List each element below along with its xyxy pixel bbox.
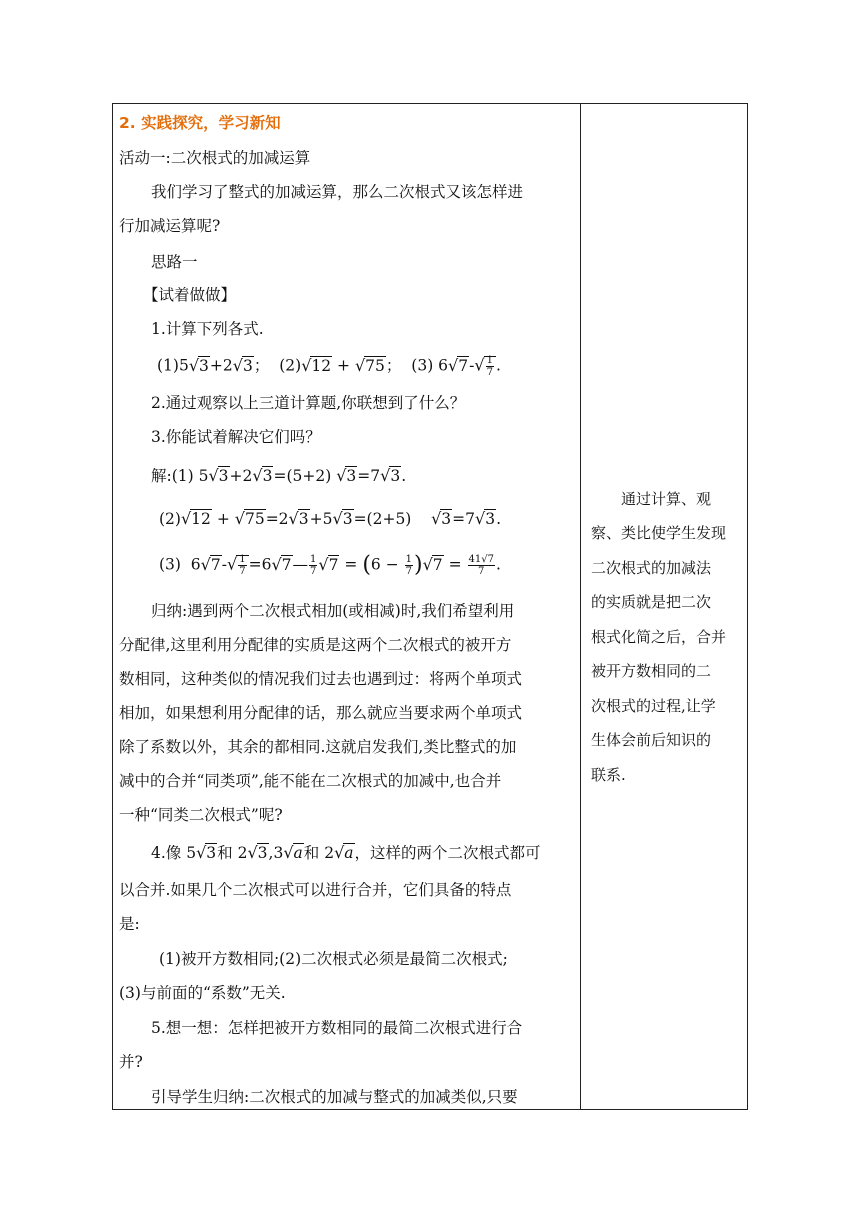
question-5-line-2: 并? — [119, 1053, 143, 1071]
numerator: 1 — [239, 554, 246, 565]
text: + — [332, 356, 355, 375]
summary-line-1: 归纳:遇到两个二次根式相加(或相减)时,我们希望利用 — [151, 602, 515, 620]
text: +2 — [209, 356, 233, 375]
lesson-table — [112, 103, 748, 1110]
question-1: 1.计算下列各式. — [151, 320, 264, 338]
question-3: 3.你能试着解决它们吗？ — [151, 428, 321, 446]
text: 和 2 — [303, 844, 335, 862]
radical: √75 — [354, 355, 385, 375]
radical: √3 — [252, 466, 273, 485]
summary-line-5: 除了系数以外，其余的都相同.这就启发我们,类比整式的加 — [119, 738, 517, 756]
radical: √3 — [208, 466, 229, 485]
text: (2) — [279, 356, 302, 375]
intro-line-2: 行加减运算呢? — [119, 217, 221, 235]
text: 和 2 — [217, 844, 248, 862]
denominator: 7 — [239, 566, 246, 577]
denominator: 7 — [486, 367, 493, 378]
note-line-7: 次根式的过程,让学 — [591, 697, 716, 715]
radical: √a — [334, 843, 354, 862]
radicand: 3 — [242, 356, 253, 375]
radicand: 12 — [311, 356, 332, 375]
radical: √3 — [431, 509, 452, 528]
radicand: 3 — [218, 467, 229, 485]
radical: √12 — [180, 509, 211, 528]
note-line-1: 通过计算、观 — [621, 490, 712, 508]
text: =(5+2) — [273, 467, 337, 485]
text: 4.像 5 — [151, 844, 197, 862]
radicand: 75 — [365, 356, 385, 375]
radicand: 7 — [328, 555, 339, 574]
radicand: 3 — [298, 510, 309, 528]
radicand: 7 — [432, 555, 443, 574]
radical: √3 — [188, 355, 209, 375]
solution-1 — [151, 466, 406, 486]
note-column — [581, 104, 748, 1109]
note-line-6: 被开方数相同的二 — [591, 662, 712, 680]
fraction — [309, 554, 317, 577]
text: 6 − — [370, 555, 404, 574]
text: ，这样的两个二次根式都可 — [354, 844, 541, 862]
radical: √7 — [318, 554, 339, 574]
text: . — [495, 555, 501, 574]
paren: ) — [413, 552, 423, 578]
radicand: 7 — [281, 555, 292, 574]
text: =6 — [248, 555, 272, 574]
main-column — [113, 104, 580, 1109]
denominator: 7 — [478, 566, 485, 577]
radical: √3 — [336, 466, 357, 485]
summary-line-2: 分配律,这里利用分配律的实质是这两个二次根式的被开方 — [119, 636, 512, 654]
radicand: 12 — [191, 510, 211, 528]
summary-line-6: 减中的合并“同类项”,能不能在二次根式的加减中,也合并 — [119, 772, 502, 790]
numerator: 1 — [310, 554, 317, 565]
text: =(2+5) — [353, 510, 432, 528]
solution-3 — [159, 554, 501, 577]
denominator: 7 — [405, 566, 412, 577]
idea-label: 思路一 — [151, 253, 198, 271]
feature-line-1: (1)被开方数相同;(2)二次根式必须是最简二次根式; — [159, 950, 508, 968]
text: 解:(1) 5 — [151, 467, 209, 485]
radicand: 75 — [244, 510, 265, 528]
radical: √3 — [288, 509, 309, 528]
summary-line-7: 一种“同类二次根式”呢? — [119, 806, 283, 824]
text: = — [339, 555, 363, 574]
fraction — [486, 355, 494, 378]
radicand: a — [344, 844, 354, 862]
fraction — [238, 554, 246, 577]
radicand: 7 — [458, 356, 469, 375]
question-1-items — [157, 355, 501, 378]
section-heading: 2. 实践探究，学习新知 — [119, 114, 281, 132]
text: +2 — [229, 467, 253, 485]
text: +5 — [309, 510, 333, 528]
text: =7 — [452, 510, 475, 528]
radical: √3 — [196, 843, 217, 862]
question-5-line-1: 5.想一想：怎样把被开方数相同的最简二次根式进行合 — [151, 1019, 523, 1037]
intro-line-1: 我们学习了整式的加减运算，那么二次根式又该怎样进 — [151, 183, 524, 201]
paren: ( — [362, 552, 371, 578]
question-4-line-2: 以合并.如果几个二次根式可以进行合并，它们具备的特点 — [119, 881, 512, 899]
radical: √ $\frac{1}{7}$ — [227, 554, 249, 577]
radicand: 3 — [441, 510, 452, 528]
text: (1)5 — [157, 356, 189, 375]
note-line-9: 联系. — [591, 766, 626, 784]
radicand: 3 — [262, 467, 273, 485]
radicand: 3 — [199, 356, 209, 375]
question-2: 2.通过观察以上三道计算题,你联想到了什么？ — [151, 394, 466, 412]
question-4 — [151, 843, 541, 863]
text: + — [211, 510, 235, 528]
question-4-line-3: 是: — [119, 915, 140, 933]
radical: √3 — [332, 509, 353, 528]
numerator: 1 — [405, 554, 412, 565]
text: - — [221, 555, 227, 574]
text: — — [292, 555, 309, 574]
radical: √3 — [247, 843, 268, 862]
denominator: 7 — [310, 566, 317, 577]
radicand: a — [293, 844, 303, 862]
text: . — [496, 510, 502, 528]
radical: √7 — [271, 554, 292, 574]
text: (3) 6 — [159, 555, 201, 574]
activity-title: 活动一:二次根式的加减运算 — [119, 149, 311, 167]
text: =7 — [357, 467, 381, 485]
radicand: 3 — [485, 510, 496, 528]
radicand: 3 — [206, 844, 217, 862]
fraction — [405, 554, 413, 577]
radicand: 7 — [210, 555, 221, 574]
text: ,3 — [268, 844, 284, 862]
radical: √75 — [234, 509, 265, 528]
radical: √3 — [475, 509, 496, 528]
note-line-8: 生体会前后知识的 — [591, 731, 712, 749]
note-line-2: 察、类比使学生发现 — [591, 524, 727, 542]
radical: √7 — [200, 554, 221, 574]
text: (3) 6 — [411, 356, 449, 375]
try-label: 【试着做做】 — [143, 286, 237, 304]
solution-2 — [159, 509, 501, 529]
note-line-4: 的实质就是把二次 — [591, 593, 712, 611]
radical: √7 — [422, 554, 443, 574]
summary-line-3: 数相同，这种类似的情况我们过去也遇到过：将两个单项式 — [119, 670, 523, 688]
text: . — [495, 356, 501, 375]
guide-line: 引导学生归纳:二次根式的加减与整式的加减类似,只要 — [151, 1088, 518, 1106]
radicand: 3 — [257, 844, 268, 862]
summary-line-4: 相加，如果想利用分配律的话，那么就应当要求两个单项式 — [119, 704, 523, 722]
radicand: 3 — [342, 510, 353, 528]
text: = — [443, 555, 467, 574]
text: - — [469, 356, 475, 375]
radical: √3 — [380, 466, 401, 485]
radical: √7 — [448, 355, 469, 375]
note-line-3: 二次根式的加减法 — [591, 559, 712, 577]
numerator: 1 — [486, 355, 493, 366]
text: (2) — [159, 510, 181, 528]
radical: √ $\frac{1}{7}$ — [474, 355, 496, 378]
feature-line-2: (3)与前面的“系数”无关. — [119, 984, 286, 1002]
radicand: 3 — [390, 467, 401, 485]
radical: √3 — [232, 355, 253, 375]
radical: √a — [283, 843, 303, 862]
radical: √12 — [301, 355, 332, 375]
note-line-5: 根式化简之后，合并 — [591, 628, 727, 646]
fraction — [468, 554, 495, 577]
radicand: 3 — [346, 467, 357, 485]
text: =2 — [265, 510, 289, 528]
text: ； — [385, 356, 402, 375]
text: ； — [253, 356, 270, 375]
numerator: 41√7 — [468, 554, 494, 565]
text: . — [401, 467, 407, 485]
